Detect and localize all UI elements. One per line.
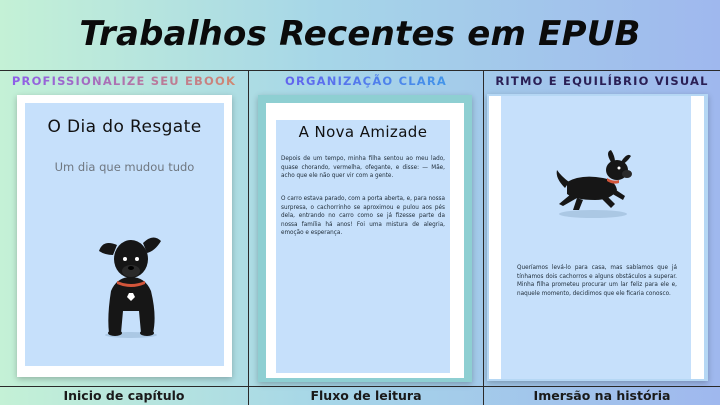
column-heading-professionalize: PROFISSIONALIZE SEU EBOOK	[0, 73, 248, 89]
page-title: Trabalhos Recentes em EPUB	[79, 14, 641, 54]
page-margin-left	[489, 96, 501, 379]
caption-immersion: Imersão na história	[533, 388, 671, 403]
page-content	[25, 103, 224, 366]
chapter-title: A Nova Amizade	[298, 123, 428, 141]
chapter-subtitle: Um dia que mudou tudo	[54, 160, 195, 174]
column-divider-2	[483, 70, 484, 405]
body-paragraph-2: O carro estava parado, com a porta aberta, e, para nossa surpresa, o cachorrinho se aproximou e pulou aos pés dela, entrando no carro como se já fizesse parte da nossa família há anos! Foi uma mistura de alegria, emoção e esperança.	[281, 196, 445, 237]
body-paragraph-1: Depois de um tempo, minha filha sentou ao meu lado, quase chorando, vermelha, ofegante, e disse: — Mãe, acho que ele não quer vir com a gente.	[281, 156, 445, 180]
page-content	[276, 120, 450, 373]
column-heading-organization: ORGANIZAÇÃO CLARA	[249, 73, 483, 89]
page-content	[501, 96, 691, 379]
ebook-page-chapter-start	[17, 95, 232, 377]
page-margin-right	[691, 96, 704, 379]
chapter-title: O Dia do Resgate	[47, 117, 202, 137]
running-dog-icon	[551, 148, 641, 220]
top-divider	[0, 70, 720, 71]
column-divider-1	[248, 70, 249, 405]
ebook-page-visual-rhythm	[487, 94, 708, 381]
sitting-dog-icon	[95, 221, 165, 341]
ebook-page-reading-flow	[258, 95, 472, 382]
body-paragraph: Queríamos levá-lo para casa, mas sabíamos que já tínhamos dois cachorros e alguns obstáculos a superar. Minha filha prometeu procurar um lar feliz para ele e, naquele momento, decidimos que ele ficaria conosco.	[517, 265, 677, 297]
caption-reading-flow: Fluxo de leitura	[310, 388, 422, 403]
column-heading-rhythm: RITMO E EQUILÍBRIO VISUAL	[495, 74, 709, 88]
caption-chapter-start: Inicio de capítulo	[63, 388, 185, 403]
